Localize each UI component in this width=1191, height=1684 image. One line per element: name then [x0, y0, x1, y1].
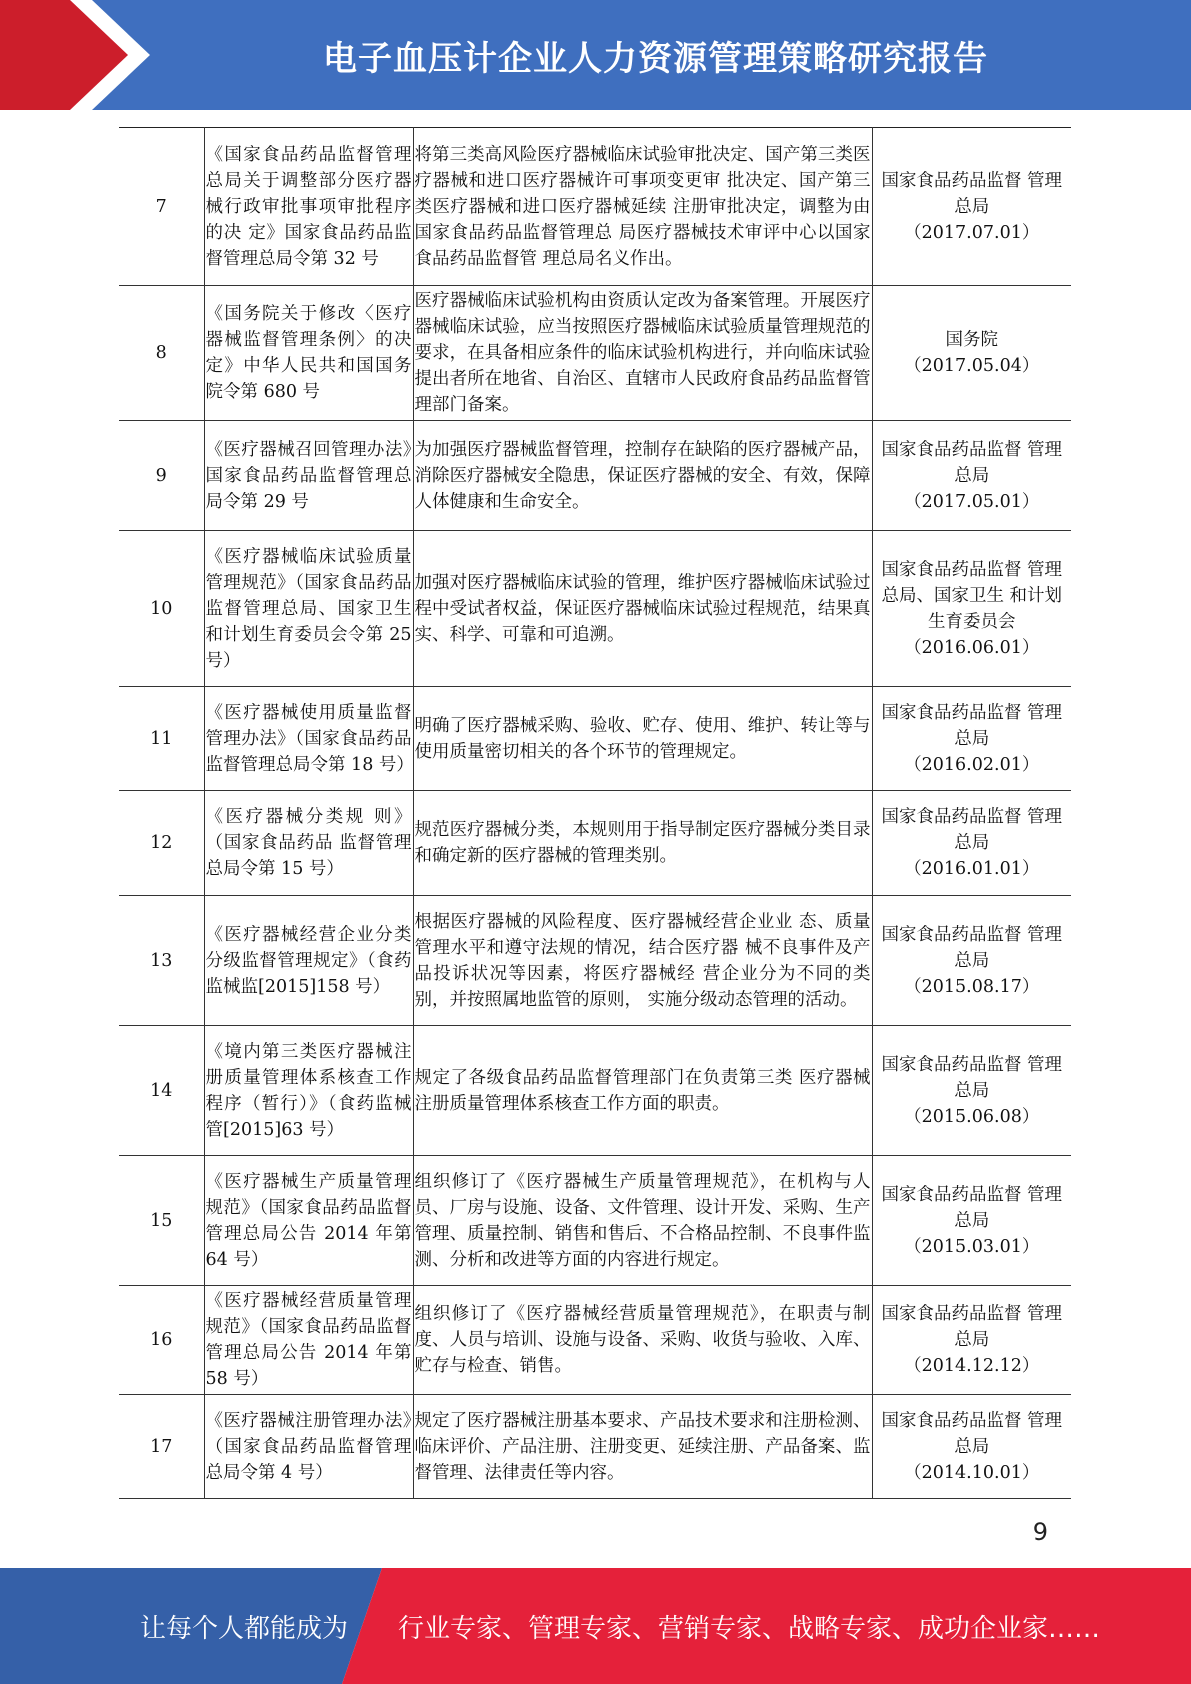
regulation-name: 《医疗器械使用质量监督管理办法》（国家食品药品监督管理总局令第 18 号） — [204, 687, 413, 791]
effective-date: （2016.01.01） — [904, 859, 1040, 879]
regulation-content: 组织修订了《医疗器械经营质量管理规范》，在职责与制度、人员与培训、设施与设备、采购、收货与验收、入库、贮存与检查、销售。 — [413, 1286, 872, 1395]
header-arrow-decoration — [0, 0, 150, 110]
table-row — [119, 128, 1071, 286]
row-number: 14 — [119, 1026, 204, 1156]
issuer-cell — [872, 286, 1071, 421]
issuing-authority: 国家食品药品监督 管理总局 — [881, 1304, 1063, 1350]
row-number: 8 — [119, 286, 204, 421]
issuer-cell — [872, 687, 1071, 791]
table-row — [119, 286, 1071, 421]
effective-date: （2017.05.01） — [904, 491, 1040, 512]
issuing-authority: 国家食品药品监督 管理总局 — [881, 807, 1063, 853]
effective-date: （2016.02.01） — [904, 754, 1040, 775]
issuer-cell — [872, 421, 1071, 531]
row-number: 12 — [119, 791, 204, 896]
regulation-content: 为加强医疗器械监督管理，控制存在缺陷的医疗器械产品，消除医疗器械安全隐患，保证医疗器械的安全、有效，保障人体健康和生命安全。 — [413, 421, 872, 531]
issuer-cell — [872, 128, 1071, 286]
regulation-name: 《医疗器械生产质量管理规范》（国家食品药品监督管理总局公告 2014 年第 64 号） — [204, 1156, 413, 1286]
regulations-table — [119, 127, 1071, 1499]
table-row — [119, 791, 1071, 896]
issuer-cell — [872, 791, 1071, 896]
row-number: 10 — [119, 531, 204, 687]
table-body — [119, 128, 1071, 1499]
issuing-authority: 国家食品药品监督 管理总局 — [881, 1054, 1063, 1101]
effective-date: （2015.08.17） — [904, 976, 1040, 997]
regulation-content: 加强对医疗器械临床试验的管理，维护医疗器械临床试验过程中受试者权益，保证医疗器械临床试验过程规范，结果真实、科学、可靠和可追溯。 — [413, 531, 872, 687]
row-number: 7 — [119, 128, 204, 286]
effective-date: （2015.03.01） — [904, 1236, 1040, 1257]
report-title: 电子血压计企业人力资源管理策略研究报告 — [323, 38, 988, 79]
issuing-authority: 国家食品药品监督 管理总局 — [881, 170, 1063, 217]
issuer-cell — [872, 1286, 1071, 1395]
effective-date: （2017.07.01） — [904, 222, 1040, 243]
regulation-content: 医疗器械临床试验机构由资质认定改为备案管理。开展医疗器械临床试验，应当按照医疗器械临床试验质量管理规范的要求，在具备相应条件的临床试验机构进行，并向临床试验提出者所在地省、自治区、直辖市人民政府食品药品监督管理部门备案。 — [413, 286, 872, 421]
regulation-name: 《国务院关于修改〈医疗器械监督管理条例〉的决定》中华人民共和国国务院令第 680 号 — [204, 286, 413, 421]
issuing-authority: 国家食品药品监督 管理总局 — [881, 924, 1063, 971]
regulation-content: 将第三类高风险医疗器械临床试验审批决定、国产第三类医疗器械和进口医疗器械许可事项变更审 批决定、国产第三类医疗器械和进口医疗器械延续 注册审批决定，调整为由国家食品药品监督管理总 局医疗器械技术审评中心以国家食品药品监督管 理总局名义作出。 — [413, 128, 872, 286]
regulation-name: 《医疗器械经营企业分类分级监督管理规定》（食药监械监[2015]158 号） — [204, 896, 413, 1026]
regulation-content: 规范医疗器械分类，本规则用于指导制定医疗器械分类目录和确定新的医疗器械的管理类别。 — [413, 791, 872, 896]
footer-slogan-left: 让每个人都能成为 — [140, 1613, 349, 1644]
page-footer — [0, 1568, 1191, 1684]
effective-date: （2014.10.01） — [904, 1462, 1040, 1483]
table-row — [119, 1286, 1071, 1395]
row-number: 11 — [119, 687, 204, 791]
table-row — [119, 531, 1071, 687]
effective-date: （2014.12.12） — [904, 1356, 1040, 1376]
regulation-content: 组织修订了《医疗器械生产质量管理规范》，在机构与人员、厂房与设施、设备、文件管理、设计开发、采购、生产管理、质量控制、销售和售后、不合格品控制、不良事件监测、分析和改进等方面的内容进行规定。 — [413, 1156, 872, 1286]
issuing-authority: 国家食品药品监督 管理总局 — [881, 1410, 1063, 1457]
page-header — [0, 0, 1191, 110]
regulation-name: 《医疗器械分类规 则》（国家食品药品 监督管理总局令第 15 号） — [204, 791, 413, 896]
issuer-cell — [872, 896, 1071, 1026]
issuer-cell — [872, 1395, 1071, 1499]
issuing-authority: 国家食品药品监督 管理总局、国家卫生 和计划生育委员会 — [881, 559, 1063, 632]
issuing-authority: 国家食品药品监督 管理总局 — [881, 1184, 1063, 1231]
footer-slogan-right: 行业专家、管理专家、营销专家、战略专家、成功企业家…… — [398, 1613, 1101, 1644]
table-row — [119, 896, 1071, 1026]
effective-date: （2016.06.01） — [904, 637, 1040, 658]
regulation-name: 《医疗器械注册管理办法》（国家食品药品监督管理总局令第 4 号） — [204, 1395, 413, 1499]
regulation-content: 规定了各级食品药品监督管理部门在负责第三类 医疗器械注册质量管理体系核查工作方面的职责。 — [413, 1026, 872, 1156]
page-number: 9 — [1032, 1518, 1048, 1546]
regulation-name: 《医疗器械临床试验质量管理规范》（国家食品药品监督管理总局、国家卫生和计划生育委员会令第 25 号） — [204, 531, 413, 687]
table-row — [119, 1026, 1071, 1156]
regulation-name: 《境内第三类医疗器械注册质量管理体系核查工作程序（暂行）》（食药监械管[2015]63 号） — [204, 1026, 413, 1156]
table-row — [119, 1156, 1071, 1286]
issuer-cell — [872, 531, 1071, 687]
regulation-name: 《国家食品药品监督管理总局关于调整部分医疗器械行政审批事项审批程序的决 定》国家食品药品监 督管理总局令第 32 号 — [204, 128, 413, 286]
issuer-cell — [872, 1156, 1071, 1286]
regulation-content: 明确了医疗器械采购、验收、贮存、使用、维护、转让等与使用质量密切相关的各个环节的管理规定。 — [413, 687, 872, 791]
issuing-authority: 国家食品药品监督 管理总局 — [881, 439, 1063, 486]
issuer-cell — [872, 1026, 1071, 1156]
effective-date: （2015.06.08） — [904, 1106, 1040, 1127]
row-number: 17 — [119, 1395, 204, 1499]
table-row — [119, 421, 1071, 531]
row-number: 15 — [119, 1156, 204, 1286]
row-number: 13 — [119, 896, 204, 1026]
regulation-name: 《医疗器械召回管理办法》国家食品药品监督管理总局令第 29 号 — [204, 421, 413, 531]
issuing-authority: 国家食品药品监督 管理总局 — [881, 702, 1063, 749]
regulation-name: 《医疗器械经营质量管理规范》（国家食品药品监督管理总局公告 2014 年第 58 号） — [204, 1286, 413, 1395]
regulation-content: 规定了医疗器械注册基本要求、产品技术要求和注册检测、临床评价、产品注册、注册变更、延续注册、产品备案、监督管理、法律责任等内容。 — [413, 1395, 872, 1499]
table-row — [119, 687, 1071, 791]
regulation-content: 根据医疗器械的风险程度、医疗器械经营企业业 态、质量管理水平和遵守法规的情况，结合医疗器 械不良事件及产品投诉状况等因素，将医疗器械经 营企业分为不同的类别，并按照属地监管的原则， 实施分级动态管理的活动。 — [413, 896, 872, 1026]
row-number: 9 — [119, 421, 204, 531]
regulations-table-wrap — [119, 127, 1071, 1499]
effective-date: （2017.05.04） — [904, 356, 1040, 376]
issuing-authority: 国务院 — [945, 330, 998, 350]
row-number: 16 — [119, 1286, 204, 1395]
table-row — [119, 1395, 1071, 1499]
